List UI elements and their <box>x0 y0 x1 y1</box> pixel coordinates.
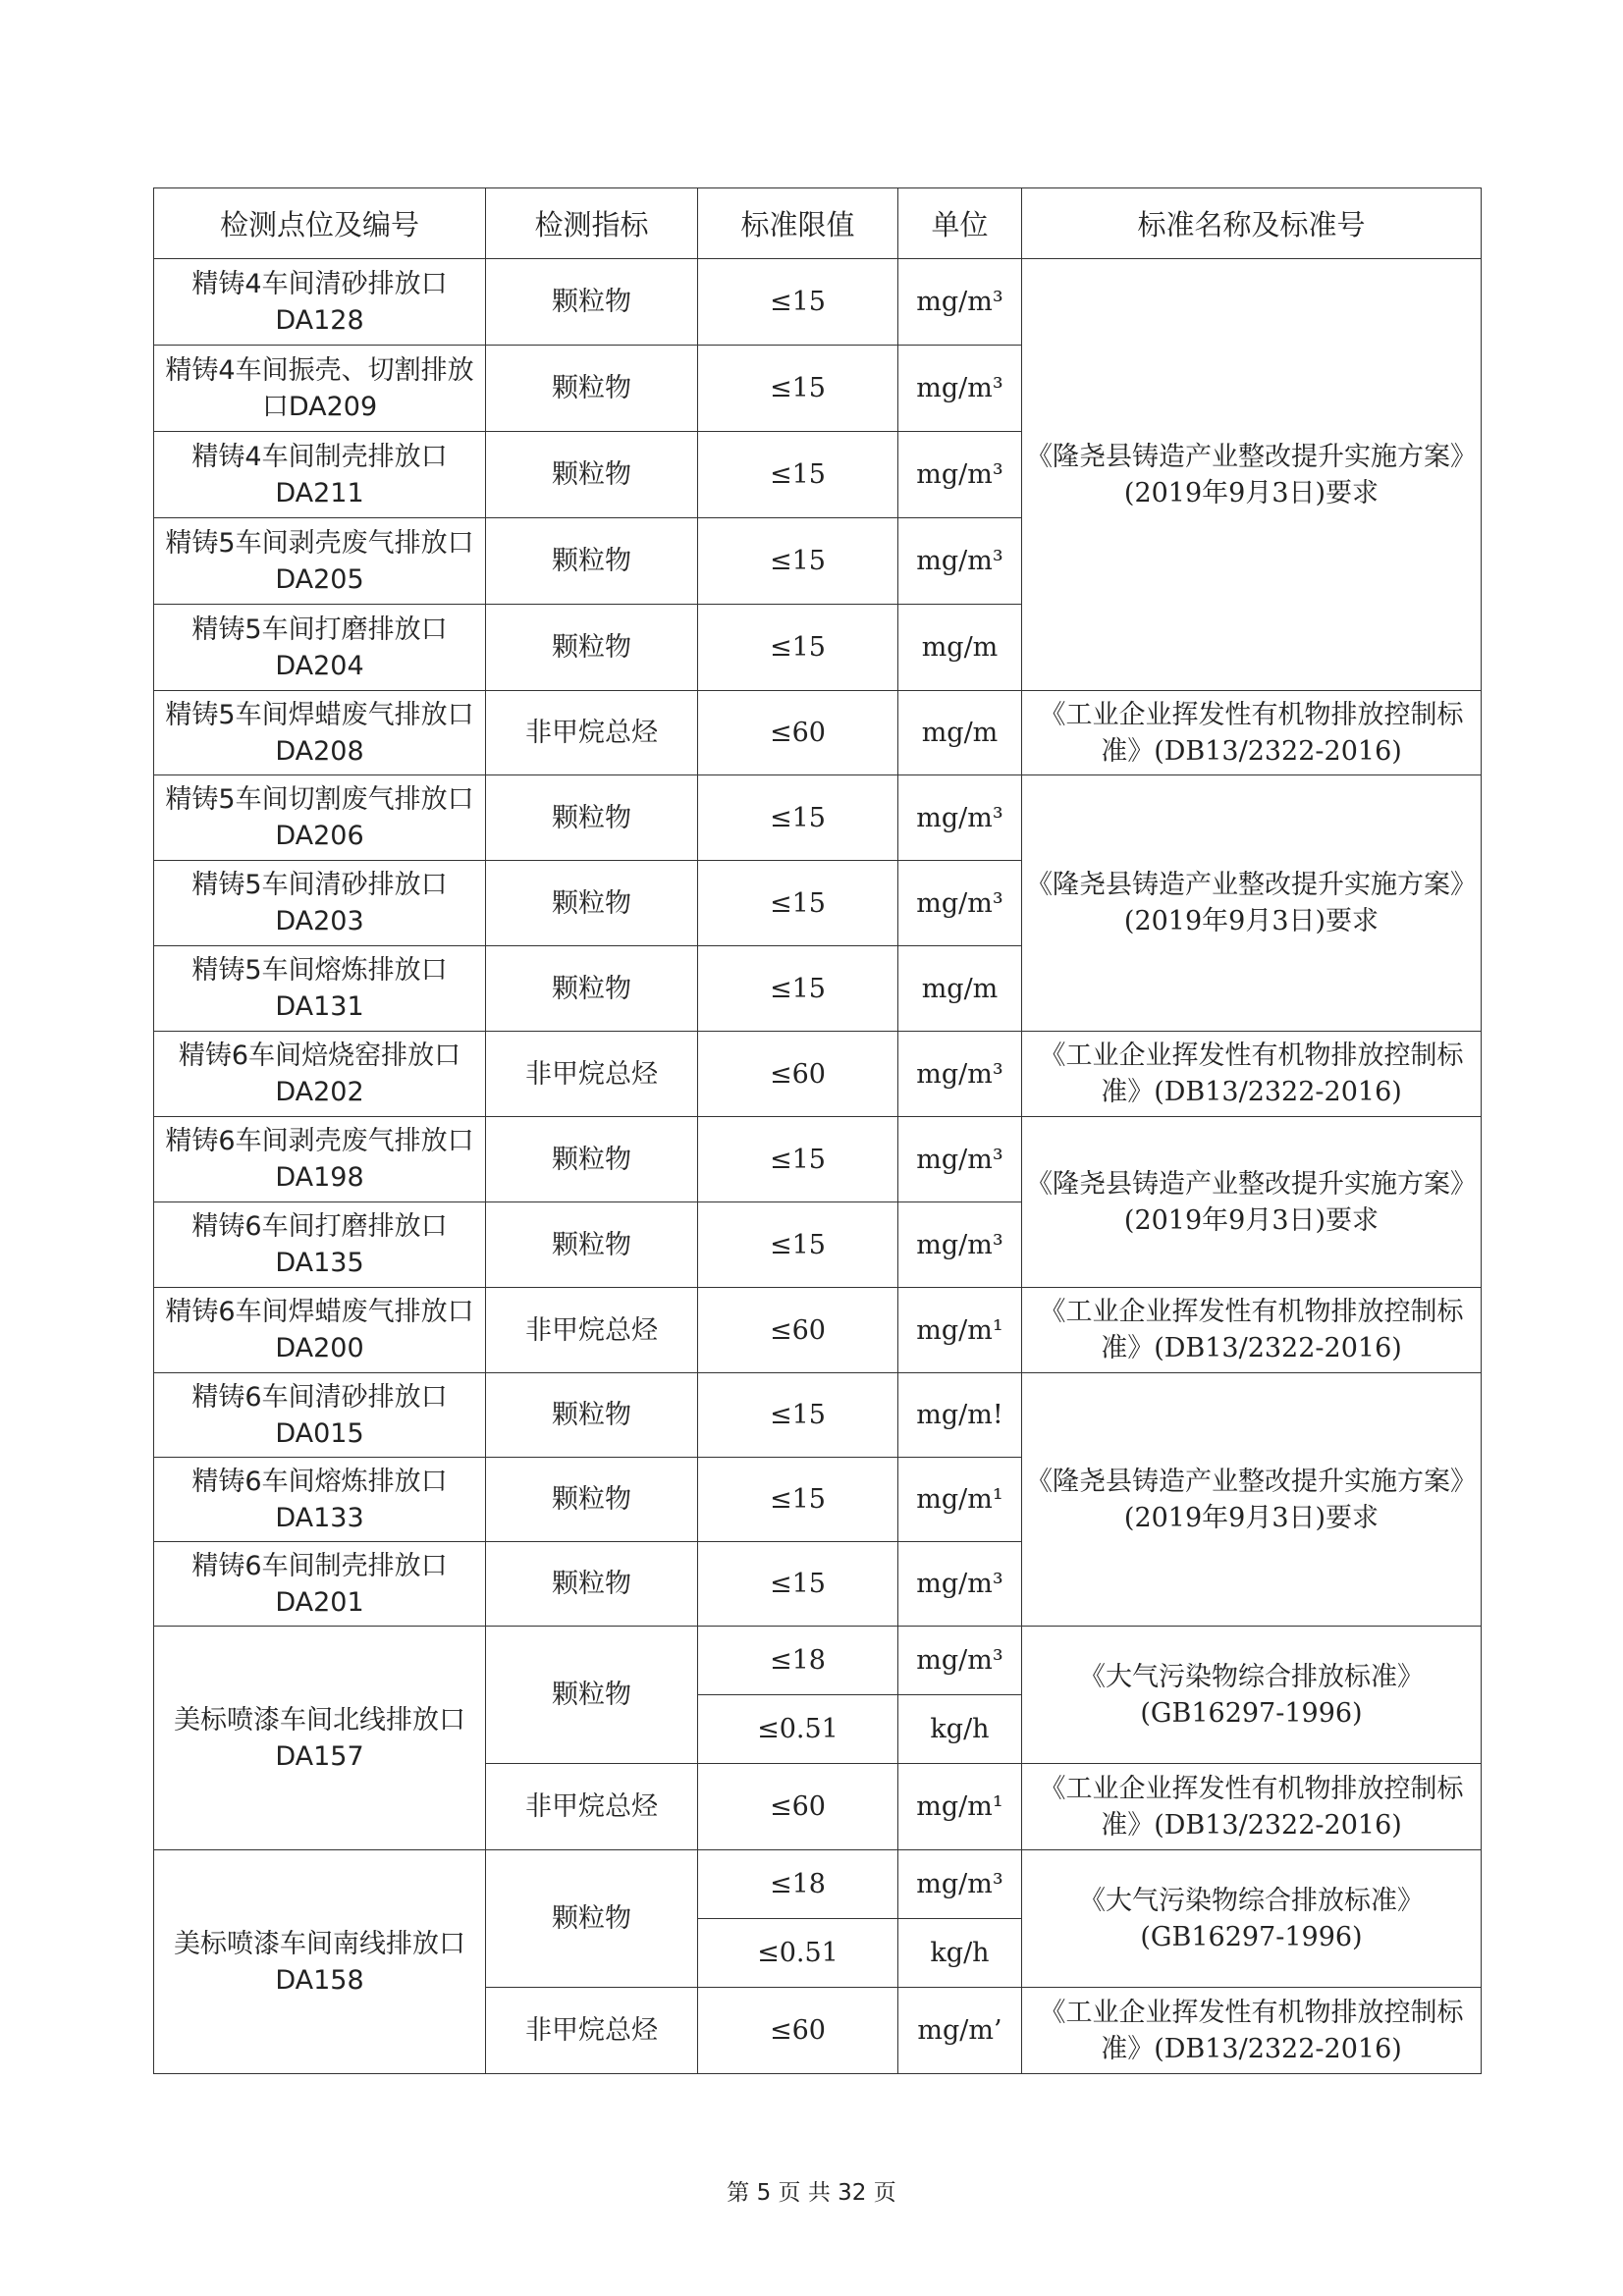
location-cell: 精铸5车间剥壳废气排放口DA205 <box>154 518 486 605</box>
indicator-cell: 颗粒物 <box>486 1850 698 1988</box>
indicator-cell: 颗粒物 <box>486 1627 698 1764</box>
limit-cell: ≤60 <box>698 1988 898 2074</box>
unit-cell: mg/m³ <box>898 432 1022 518</box>
table-header-row <box>154 188 1482 259</box>
location-cell: 美标喷漆车间南线排放口DA158 <box>154 1850 486 2074</box>
unit-cell: mg/m³ <box>898 259 1022 346</box>
location-cell: 精铸5车间熔炼排放口DA131 <box>154 946 486 1032</box>
limit-cell: ≤15 <box>698 1542 898 1627</box>
indicator-cell: 非甲烷总烃 <box>486 691 698 775</box>
indicator-cell: 非甲烷总烃 <box>486 1288 698 1373</box>
location-cell: 精铸6车间焙烧窑排放口DA202 <box>154 1032 486 1117</box>
limit-cell: ≤18 <box>698 1627 898 1695</box>
unit-cell: mg/m³ <box>898 518 1022 605</box>
unit-cell: mg/m³ <box>898 1627 1022 1695</box>
indicator-cell: 颗粒物 <box>486 1373 698 1458</box>
location-cell: 精铸5车间清砂排放口DA203 <box>154 861 486 946</box>
limit-cell: ≤15 <box>698 259 898 346</box>
location-cell: 精铸5车间焊蜡废气排放口DA208 <box>154 691 486 775</box>
limit-cell: ≤60 <box>698 691 898 775</box>
table-row <box>154 1032 1482 1117</box>
table-row <box>154 1117 1482 1202</box>
limit-cell: ≤15 <box>698 946 898 1032</box>
location-cell: 精铸4车间振壳、切割排放口DA209 <box>154 346 486 432</box>
location-cell: 精铸6车间剥壳废气排放口DA198 <box>154 1117 486 1202</box>
limit-cell: ≤15 <box>698 346 898 432</box>
limit-cell: ≤0.51 <box>698 1919 898 1988</box>
unit-cell: kg/h <box>898 1695 1022 1764</box>
standard-cell: 《隆尧县铸造产业整改提升实施方案》(2019年9月3日)要求 <box>1022 1117 1482 1288</box>
unit-cell: mg/m³ <box>898 1032 1022 1117</box>
table-row <box>154 1850 1482 1919</box>
indicator-cell: 颗粒物 <box>486 1458 698 1542</box>
limit-cell: ≤60 <box>698 1032 898 1117</box>
page-number-footer: 第 5 页 共 32 页 <box>727 2180 896 2206</box>
table-row <box>154 259 1482 346</box>
location-cell: 美标喷漆车间北线排放口DA157 <box>154 1627 486 1850</box>
limit-cell: ≤15 <box>698 1117 898 1202</box>
standard-cell: 《工业企业挥发性有机物排放控制标准》(DB13/2322-2016) <box>1022 1988 1482 2074</box>
header-standard: 标准名称及标准号 <box>1022 188 1482 259</box>
location-cell: 精铸6车间打磨排放口DA135 <box>154 1202 486 1288</box>
header-limit: 标准限值 <box>698 188 898 259</box>
indicator-cell: 颗粒物 <box>486 775 698 861</box>
table-row <box>154 775 1482 861</box>
unit-cell: mg/m¹ <box>898 1288 1022 1373</box>
location-cell: 精铸6车间焊蜡废气排放口DA200 <box>154 1288 486 1373</box>
limit-cell: ≤15 <box>698 605 898 691</box>
unit-cell: mg/m¹ <box>898 1458 1022 1542</box>
standard-cell: 《工业企业挥发性有机物排放控制标准》(DB13/2322-2016) <box>1022 1764 1482 1850</box>
limit-cell: ≤15 <box>698 861 898 946</box>
indicator-cell: 非甲烷总烃 <box>486 1988 698 2074</box>
limit-cell: ≤0.51 <box>698 1695 898 1764</box>
standard-cell: 《大气污染物综合排放标准》(GB16297-1996) <box>1022 1850 1482 1988</box>
unit-cell: mg/m³ <box>898 1202 1022 1288</box>
indicator-cell: 非甲烷总烃 <box>486 1032 698 1117</box>
location-cell: 精铸4车间清砂排放口DA128 <box>154 259 486 346</box>
unit-cell: mg/m³ <box>898 1542 1022 1627</box>
location-cell: 精铸6车间熔炼排放口DA133 <box>154 1458 486 1542</box>
indicator-cell: 颗粒物 <box>486 605 698 691</box>
unit-cell: mg/m³ <box>898 861 1022 946</box>
table-row <box>154 1627 1482 1695</box>
header-indicator: 检测指标 <box>486 188 698 259</box>
indicator-cell: 颗粒物 <box>486 259 698 346</box>
unit-cell: kg/h <box>898 1919 1022 1988</box>
header-unit: 单位 <box>898 188 1022 259</box>
unit-cell: mg/m³ <box>898 1850 1022 1919</box>
limit-cell: ≤15 <box>698 775 898 861</box>
indicator-cell: 颗粒物 <box>486 1117 698 1202</box>
location-cell: 精铸6车间制壳排放口DA201 <box>154 1542 486 1627</box>
location-cell: 精铸5车间切割废气排放口DA206 <box>154 775 486 861</box>
emission-standards-table <box>153 187 1482 2074</box>
unit-cell: mg/m³ <box>898 346 1022 432</box>
standard-cell: 《工业企业挥发性有机物排放控制标准》(DB13/2322-2016) <box>1022 1288 1482 1373</box>
limit-cell: ≤15 <box>698 1373 898 1458</box>
limit-cell: ≤60 <box>698 1764 898 1850</box>
limit-cell: ≤60 <box>698 1288 898 1373</box>
unit-cell: mg/m³ <box>898 775 1022 861</box>
unit-cell: mg/m¹ <box>898 1764 1022 1850</box>
standard-cell: 《隆尧县铸造产业整改提升实施方案》(2019年9月3日)要求 <box>1022 775 1482 1032</box>
indicator-cell: 颗粒物 <box>486 861 698 946</box>
indicator-cell: 颗粒物 <box>486 346 698 432</box>
standard-cell: 《隆尧县铸造产业整改提升实施方案》(2019年9月3日)要求 <box>1022 259 1482 691</box>
location-cell: 精铸5车间打磨排放口DA204 <box>154 605 486 691</box>
limit-cell: ≤18 <box>698 1850 898 1919</box>
limit-cell: ≤15 <box>698 518 898 605</box>
indicator-cell: 颗粒物 <box>486 1542 698 1627</box>
standard-cell: 《工业企业挥发性有机物排放控制标准》(DB13/2322-2016) <box>1022 1032 1482 1117</box>
limit-cell: ≤15 <box>698 1458 898 1542</box>
limit-cell: ≤15 <box>698 1202 898 1288</box>
standard-cell: 《工业企业挥发性有机物排放控制标准》(DB13/2322-2016) <box>1022 691 1482 775</box>
location-cell: 精铸6车间清砂排放口DA015 <box>154 1373 486 1458</box>
table-row <box>154 1373 1482 1458</box>
limit-cell: ≤15 <box>698 432 898 518</box>
unit-cell: mg/m <box>898 605 1022 691</box>
table-row <box>154 691 1482 775</box>
indicator-cell: 颗粒物 <box>486 432 698 518</box>
location-cell: 精铸4车间制壳排放口DA211 <box>154 432 486 518</box>
indicator-cell: 颗粒物 <box>486 1202 698 1288</box>
indicator-cell: 颗粒物 <box>486 518 698 605</box>
indicator-cell: 颗粒物 <box>486 946 698 1032</box>
unit-cell: mg/m <box>898 946 1022 1032</box>
standard-cell: 《隆尧县铸造产业整改提升实施方案》(2019年9月3日)要求 <box>1022 1373 1482 1627</box>
header-location: 检测点位及编号 <box>154 188 486 259</box>
unit-cell: mg/m! <box>898 1373 1022 1458</box>
table-row <box>154 1288 1482 1373</box>
indicator-cell: 非甲烷总烃 <box>486 1764 698 1850</box>
standard-cell: 《大气污染物综合排放标准》(GB16297-1996) <box>1022 1627 1482 1764</box>
unit-cell: mg/m’ <box>898 1988 1022 2074</box>
unit-cell: mg/m <box>898 691 1022 775</box>
unit-cell: mg/m³ <box>898 1117 1022 1202</box>
